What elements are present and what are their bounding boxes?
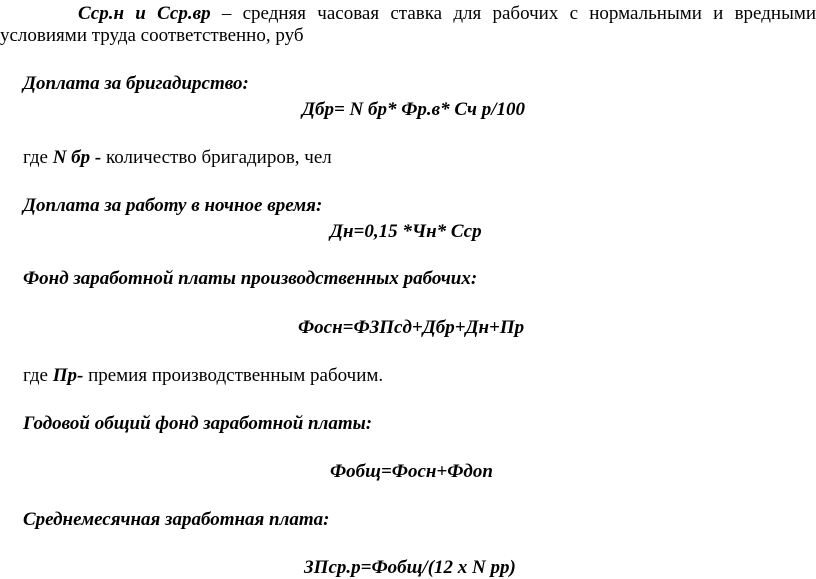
brigade-heading: Доплата за бригадирство: — [23, 73, 249, 94]
brigade-where — [23, 147, 332, 169]
fund-heading: Фонд заработной платы производственных рабочих: — [23, 268, 478, 289]
monthly-heading: Среднемесячная заработная плата: — [23, 509, 330, 530]
night-heading: Доплата за работу в ночное время: — [23, 195, 323, 216]
fund-where-prefix: где — [23, 365, 53, 386]
night-formula: Дн=0,15 *Чн* Сср — [330, 221, 482, 242]
monthly-formula: ЗПср.р=Фобщ/(12 х N рр) — [304, 557, 516, 578]
intro-dash: – — [210, 3, 243, 24]
fund-formula: Фосн=ФЗПсд+Дбр+Дн+Пр — [298, 317, 525, 338]
brigade-where-term: N бр - — [52, 147, 102, 168]
intro-line-2: условиями труда соответственно, руб — [0, 25, 304, 46]
brigade-where-prefix: где — [23, 147, 53, 168]
annual-heading: Годовой общий фонд заработной платы: — [23, 413, 373, 434]
brigade-formula: Дбр= N бр* Фр.в* Сч р/100 — [302, 99, 526, 120]
intro-term: Сср.н и Сср.вр — [78, 3, 211, 24]
annual-formula: Фобщ=Фосн+Фдоп — [330, 461, 493, 482]
intro-line-1 — [0, 3, 816, 25]
fund-where-term: Пр- — [52, 365, 84, 386]
fund-where — [23, 365, 383, 387]
intro-text-1: средняя часовая ставка для рабочих с нормальными и вредными — [242, 3, 816, 24]
brigade-where-text: количество бригадиров, чел — [101, 147, 332, 168]
fund-where-text: премия производственным рабочим. — [83, 365, 384, 386]
